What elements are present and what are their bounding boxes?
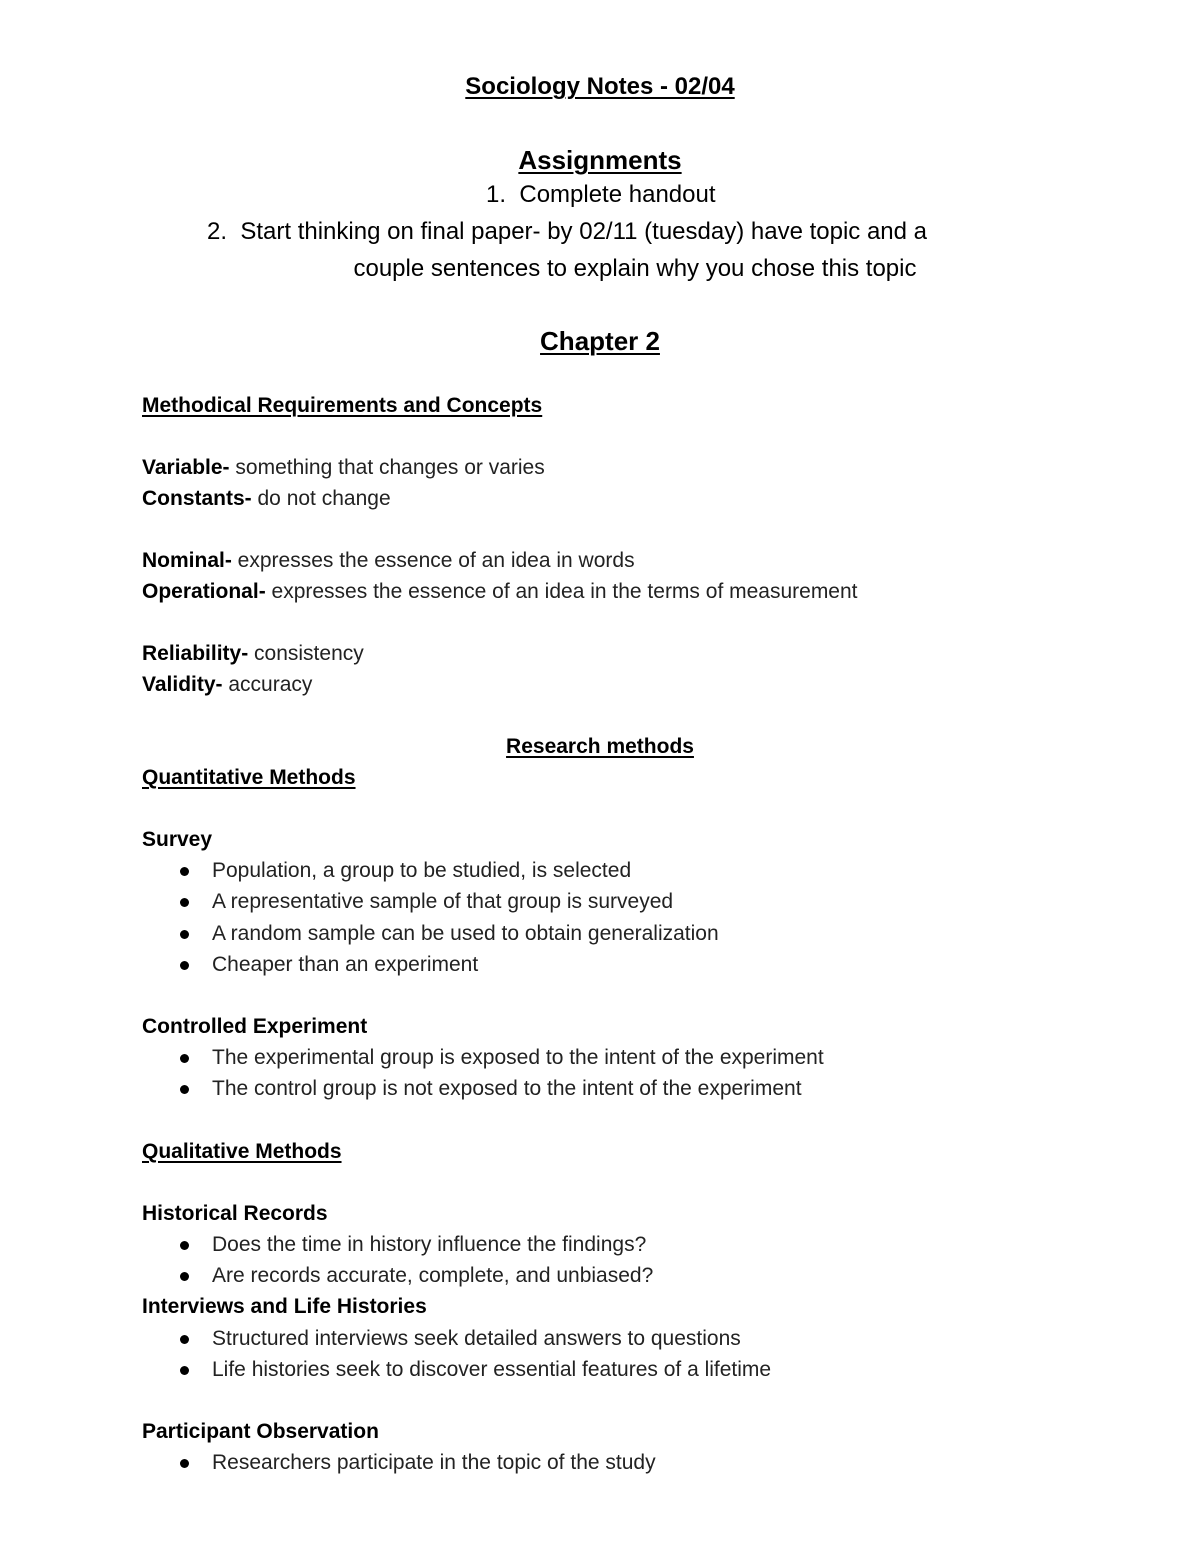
definition-text: expresses the essence of an idea in words	[231, 549, 635, 572]
chapter-heading: Chapter 2	[540, 326, 660, 356]
definition-validity	[142, 674, 312, 695]
list-item-text: Does the time in history influence the findings?	[212, 1233, 647, 1256]
quantitative-heading: Quantitative Methods	[142, 766, 356, 789]
research-methods-heading: Research methods	[506, 735, 694, 758]
list-item-text: A random sample can be used to obtain generalization	[212, 922, 719, 945]
experiment-heading: Controlled Experiment	[142, 1015, 368, 1038]
bullet-icon	[180, 961, 189, 970]
definition-operational	[142, 581, 858, 602]
list-item-text: The control group is not exposed to the intent of the experiment	[212, 1077, 802, 1100]
bullet-icon	[180, 1054, 189, 1063]
definition-text: something that changes or varies	[229, 456, 545, 479]
bullet-icon	[180, 867, 189, 876]
definition-text: consistency	[248, 642, 364, 665]
methodical-heading: Methodical Requirements and Concepts	[142, 394, 543, 417]
definition-term: Operational-	[142, 580, 266, 603]
bullet-icon	[180, 1085, 189, 1094]
assignment-number: 1.	[486, 181, 507, 208]
survey-heading: Survey	[142, 828, 213, 851]
definition-term: Nominal-	[142, 549, 232, 572]
assignment-number: 2.	[207, 218, 228, 245]
definition-term: Variable-	[142, 456, 230, 479]
qualitative-heading: Qualitative Methods	[142, 1140, 342, 1163]
definition-text: expresses the essence of an idea in the terms of measurement	[265, 580, 858, 603]
definition-nominal	[142, 550, 635, 571]
bullet-icon	[180, 1272, 189, 1281]
bullet-icon	[180, 1459, 189, 1468]
list-item-text: Population, a group to be studied, is selected	[212, 859, 632, 882]
assignment-item-1	[486, 183, 716, 207]
list-item-text: Are records accurate, complete, and unbiased?	[212, 1264, 654, 1287]
definition-term: Validity-	[142, 673, 223, 696]
participant-heading: Participant Observation	[142, 1420, 379, 1443]
bullet-icon	[180, 1335, 189, 1344]
assignments-heading: Assignments	[518, 145, 682, 175]
definition-constants	[142, 488, 391, 509]
bullet-icon	[180, 1241, 189, 1250]
definition-term: Reliability-	[142, 642, 249, 665]
definition-text: accuracy	[222, 673, 313, 696]
list-item-text: Researchers participate in the topic of the study	[212, 1451, 656, 1474]
assignment-item-2	[207, 220, 927, 244]
bullet-icon	[180, 898, 189, 907]
definition-variable	[142, 457, 545, 478]
list-item-text: The experimental group is exposed to the intent of the experiment	[212, 1046, 824, 1069]
historical-heading: Historical Records	[142, 1202, 328, 1225]
assignment-text: Complete handout	[519, 181, 716, 208]
definition-text: do not change	[251, 487, 391, 510]
list-item-text: Life histories seek to discover essential features of a lifetime	[212, 1358, 772, 1381]
definition-reliability	[142, 643, 364, 664]
list-item-text: A representative sample of that group is surveyed	[212, 890, 674, 913]
assignment-item-2-continued: couple sentences to explain why you chose this topic	[353, 255, 917, 282]
assignment-text: Start thinking on final paper- by 02/11 (tuesday) have topic and a	[240, 218, 928, 245]
bullet-icon	[180, 930, 189, 939]
bullet-icon	[180, 1366, 189, 1375]
list-item-text: Cheaper than an experiment	[212, 953, 479, 976]
page-title: Sociology Notes - 02/04	[465, 73, 735, 100]
definition-term: Constants-	[142, 487, 252, 510]
list-item-text: Structured interviews seek detailed answers to questions	[212, 1327, 741, 1350]
interviews-heading: Interviews and Life Histories	[142, 1295, 427, 1318]
